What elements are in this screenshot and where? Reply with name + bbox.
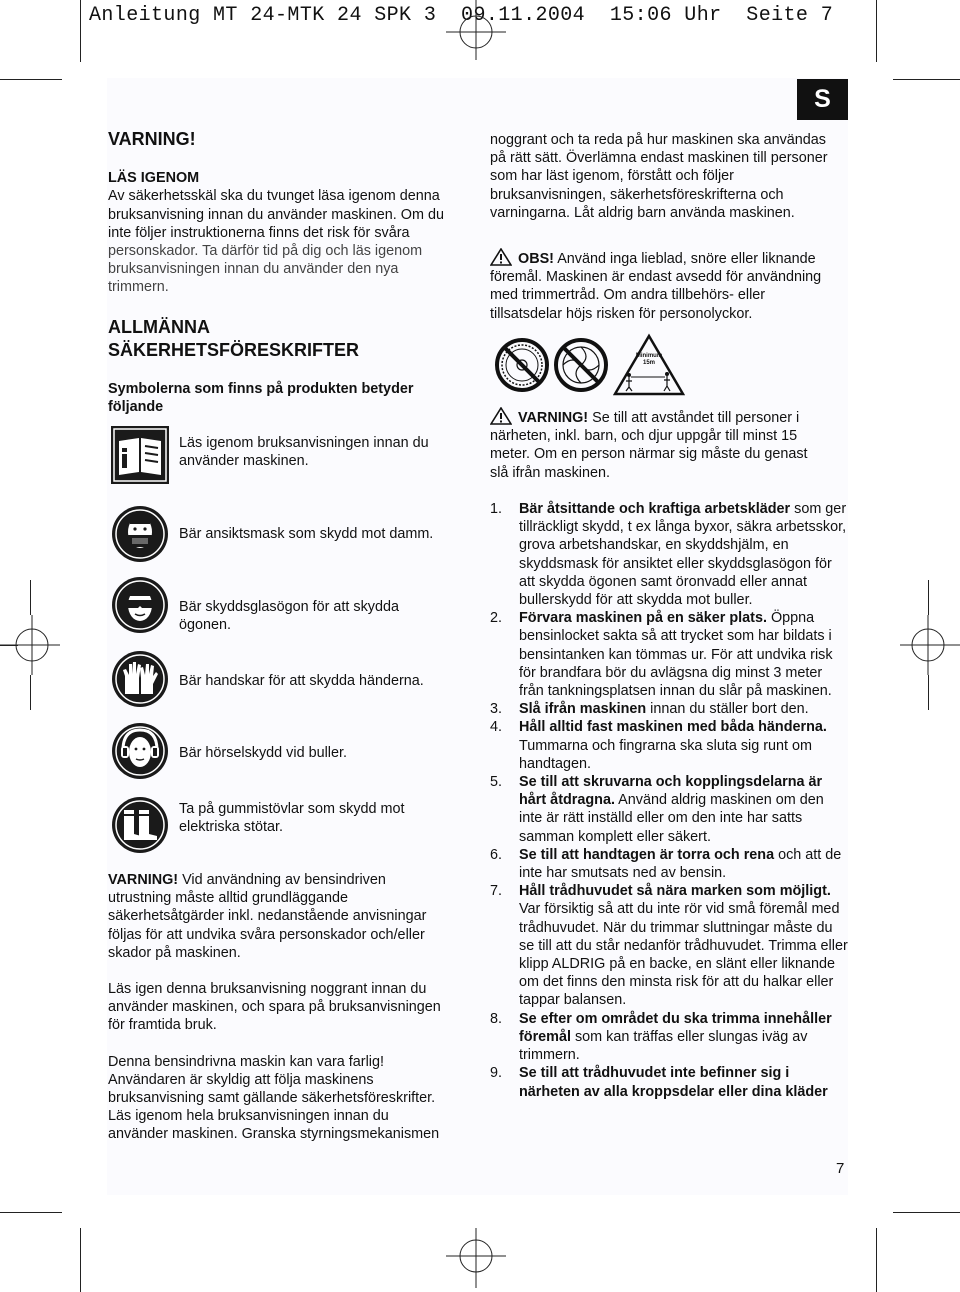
symbol-row <box>111 796 471 858</box>
warning-triangle-icon <box>490 407 512 425</box>
text-span: Se till att avståndet till personer i <box>588 410 800 426</box>
text-line: bruksanvisning samt gällande säkerhetsföreskrifter. <box>108 1090 436 1107</box>
symbol-line: Bär ansiktsmask som skydd mot damm. <box>179 526 434 542</box>
list-item <box>490 718 850 773</box>
symbol-line: ögonen. <box>179 617 232 634</box>
item-text: och att de inte har smutsats ned av bensin. <box>519 846 842 882</box>
language-tab: S <box>797 79 848 120</box>
symbol-line: Bär handskar för att skydda händerna. <box>179 673 424 689</box>
item-number: 2. <box>490 610 503 627</box>
text-line: trimmern. <box>108 279 169 296</box>
minimum-distance-sign <box>613 333 685 397</box>
item-bold: Se efter om området du ska trimma innehåller föremål <box>519 1010 832 1045</box>
text-line: Av säkerhetsskäl ska du tvunget läsa igenom denna <box>108 188 440 205</box>
intro-line: följande <box>108 399 164 416</box>
item-number: 3. <box>490 701 503 718</box>
symbols-intro <box>108 380 468 416</box>
list-item <box>490 773 850 846</box>
symbol-row <box>111 505 471 567</box>
no-saw-blade-icon <box>494 337 550 393</box>
heading-line: SÄKERHETSFÖRESKRIFTER <box>108 340 360 360</box>
text-line: bruksanvisning innan du använder maskinen. Om du <box>108 206 444 223</box>
text-span: Använd inga lieblad, snöre eller liknande <box>553 251 816 267</box>
list-item <box>490 609 850 700</box>
text-line: utrustning måste alltid grundläggande <box>108 890 349 907</box>
text-line: som har läst igenom, förstått och följer <box>490 168 734 185</box>
item-text: Använd aldrig maskinen om den inte är rätt inställd eller om den inte har satts samman komplett eller säkert. <box>519 792 824 845</box>
item-text: som ger tillräckligt skydd, t ex långa byxor, säkra arbetsskor, grova arbetshandskar, en skyddshjälm, en skyddsmask för ansiktet eller skyddsglasögon för att skydda ögonen samt öronvadd eller annat bullerskydd för att skydda mot buller. <box>519 501 847 609</box>
text-line: använder maskinen. Granska styrningsmekanismen <box>108 1126 440 1143</box>
item-text: innan du ställer bort den. <box>646 701 809 718</box>
distance-label-line: 15m <box>642 360 655 366</box>
item-number: 4. <box>490 719 503 736</box>
text-line: varningarna. Låt aldrig barn använda maskinen. <box>490 204 795 221</box>
symbol-text <box>179 744 347 762</box>
intro-line: Symbolerna som finns på produkten betyder <box>108 381 414 397</box>
ear-protection-icon <box>111 722 169 780</box>
text-line: tillsatsdelar höjs risken för personolyckor. <box>490 305 753 322</box>
crop-mark <box>30 580 31 615</box>
symbol-line: Bär hörselskydd vid buller. <box>179 745 347 761</box>
symbol-line: Läs igenom bruksanvisningen innan du <box>179 435 429 451</box>
text-line: skador på maskinen. <box>108 944 241 961</box>
text-line: på rätt sätt. Överlämna endast maskinen till personer <box>490 150 828 167</box>
text-line: använder maskinen, och spara på bruksanvisningen <box>108 999 441 1016</box>
varning-distance-paragraph <box>490 405 850 482</box>
registration-mark-right <box>900 615 960 675</box>
varning-heading: VARNING! <box>108 129 196 149</box>
crop-mark <box>928 675 929 710</box>
varning-paragraph <box>108 871 473 962</box>
safety-list <box>490 500 850 1101</box>
symbol-row <box>111 576 471 638</box>
text-line: säkerhetsåtgärder inkl. nedanstående anvisningar <box>108 908 427 925</box>
bensin-paragraph <box>108 1053 473 1144</box>
registration-mark-bottom <box>446 1228 506 1288</box>
safety-goggles-icon <box>111 576 169 634</box>
text-line: Läs igenom hela bruksanvisningen innan du <box>108 1108 389 1125</box>
rubber-boots-icon <box>111 796 169 854</box>
text-span: Vid användning av bensindriven <box>178 872 386 888</box>
las-igen-paragraph <box>108 980 473 1035</box>
distance-label-line: Minimum <box>635 353 663 359</box>
list-item <box>490 846 850 882</box>
item-bold: Håll alltid fast maskinen med båda händerna. <box>519 719 827 736</box>
item-number: 9. <box>490 1065 503 1082</box>
crop-mark <box>0 1212 62 1213</box>
left-lower-text <box>108 871 473 1144</box>
item-number: 8. <box>490 1010 503 1027</box>
text-line: bruksanvisningen innan du använder den nya <box>108 261 399 278</box>
symbol-text <box>179 434 429 470</box>
symbol-text <box>179 800 405 836</box>
obs-paragraph <box>490 246 850 323</box>
item-bold: Se till att trådhuvudet inte befinner sig i närheten av alla kroppsdelar eller dina kläder <box>519 1065 828 1100</box>
text-line: med trimmertråd. Om andra tillbehörs- eller <box>490 287 766 304</box>
text-line: följas för att undvika svåra personskador och/eller <box>108 926 425 943</box>
item-bold: Förvara maskinen på en säker plats. <box>519 610 767 627</box>
crop-mark <box>80 1228 81 1292</box>
obs-label: OBS! <box>518 251 554 267</box>
page-number: 7 <box>836 1160 845 1177</box>
warning-triangle-icon <box>490 248 512 266</box>
left-column <box>108 130 468 297</box>
text-line: Användaren är skyldig att följa maskinens <box>108 1071 374 1088</box>
no-blade-disc-icon <box>553 337 609 393</box>
crop-mark <box>0 645 18 646</box>
item-bold: Bär åtsittande och kraftiga arbetskläder <box>519 501 791 517</box>
item-bold: Se till att handtagen är torra och rena <box>519 846 775 863</box>
text-line: meter. Om en person närmar sig måste du genast <box>490 446 808 463</box>
item-number: 1. <box>490 501 503 517</box>
print-header: Anleitung MT 24-MTK 24 SPK 3 09.11.2004 15:06 Uhr Seite 7 <box>89 4 834 27</box>
item-text: som kan träffas eller slungas iväg av trimmern. <box>519 1028 808 1064</box>
list-item <box>490 1010 850 1065</box>
symbol-text <box>179 525 433 543</box>
item-number: 7. <box>490 883 503 900</box>
symbol-text <box>179 672 424 690</box>
item-text: Öppna bensinlocket sakta så att trycket som har bildats i bensintanken kan tömmas ur. För att undvika risk för brandfara bör du avlägsna dig minst 3 meter från tankningsplatsen innan du slår på maskinen. <box>519 610 833 700</box>
crop-mark <box>30 675 31 710</box>
symbol-row <box>111 426 471 488</box>
symbol-row <box>111 650 471 712</box>
text-line <box>490 405 850 427</box>
item-number: 5. <box>490 774 503 791</box>
text-line <box>490 246 850 268</box>
las-igenom-text <box>108 187 468 296</box>
text-line: inte följer instruktionerna finns det risk för svåra <box>108 224 410 241</box>
symbol-row <box>111 722 471 784</box>
face-mask-icon <box>111 505 169 563</box>
crop-mark <box>876 0 877 62</box>
text-line: slå ifrån maskinen. <box>490 464 610 481</box>
crop-mark <box>893 79 960 80</box>
registration-mark-top <box>446 0 506 60</box>
heading-line: ALLMÄNNA <box>108 317 210 337</box>
symbol-line: Bär skyddsglasögon för att skydda <box>179 599 399 615</box>
crop-mark <box>876 1228 877 1292</box>
symbol-line: Ta på gummistövlar som skydd mot <box>179 801 405 817</box>
text-line: bruksanvisningen, säkerhetsföreskrifterna och <box>490 186 784 203</box>
list-item <box>490 700 850 718</box>
crop-mark <box>0 79 62 80</box>
text-line: närheten, inkl. barn, och djur uppgår till minst 15 <box>490 428 798 445</box>
item-bold: Slå ifrån maskinen <box>519 701 647 718</box>
text-line <box>108 871 473 889</box>
text-line: för framtida bruk. <box>108 1017 217 1034</box>
item-text: Tummarna och fingrarna ska sluta sig runt om handtagen. <box>519 737 812 772</box>
text-line: föremål. Maskinen är endast avsedd för användning <box>490 269 822 286</box>
text-line: Denna bensindrivna maskin kan vara farlig! <box>108 1053 384 1070</box>
allmanna-heading <box>108 316 468 362</box>
distance-label <box>613 353 685 367</box>
crop-mark <box>893 1212 960 1213</box>
text-line: Läs igen denna bruksanvisning noggrant innan du <box>108 981 427 998</box>
text-line: personskador. Ta därför tid på dig och läs igenom <box>108 243 423 260</box>
gloves-icon <box>111 650 169 708</box>
right-intro-paragraph <box>490 131 850 222</box>
las-igenom-heading: LÄS IGENOM <box>108 170 200 187</box>
text-line: noggrant och ta reda på hur maskinen ska användas <box>490 132 827 148</box>
crop-mark <box>928 580 929 615</box>
list-item <box>490 1064 850 1100</box>
symbol-text <box>179 598 399 634</box>
list-item <box>490 500 850 609</box>
manual-book-icon <box>111 426 169 484</box>
symbol-line: elektriska stötar. <box>179 819 283 836</box>
varning-label: VARNING! <box>108 872 179 888</box>
item-bold: Håll trådhuvudet så nära marken som möjligt. <box>519 883 831 900</box>
item-bold: Se till att skruvarna och kopplingsdelarna är hårt åtdragna. <box>519 774 823 809</box>
varning-label: VARNING! <box>518 410 589 426</box>
item-number: 6. <box>490 846 503 863</box>
symbol-line: använder maskinen. <box>179 453 309 470</box>
item-text: Var försiktig så att du inte rör vid små föremål med trådhuvudet. När du trimmar sluttningar måste du se till att du står nedanför trådhuvudet. Trimma eller klipp ALDRIG på en backe, en slänt eller liknande om det finns den minsta risk för att du halkar eller tappar balansen. <box>519 901 848 1009</box>
list-item <box>490 882 850 1009</box>
crop-mark <box>80 0 81 62</box>
